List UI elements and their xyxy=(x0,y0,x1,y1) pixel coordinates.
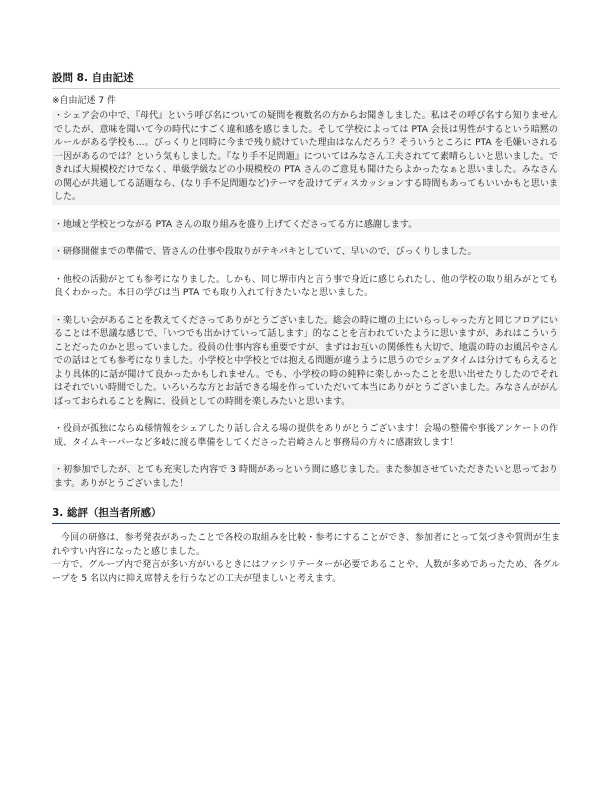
comment-count: ※自由記述 7 件 xyxy=(52,96,116,106)
spacer xyxy=(52,232,560,246)
summary-paragraph xyxy=(52,532,560,586)
question-heading: 設問 8. 自由記述 xyxy=(52,70,560,89)
comment-item: ・シェア会の中で、『母代』という呼び名についての疑問を複数名の方からお聞きしました。私はその呼び名すら知りませんでしたが、意味を聞いて今の時代にすごく違和感を感じました。そして学校によっては PTA 会長は男性がするという暗黙のルールがある学校も…。びっくりと同時に今まで残り続けていた理由はなんだろう？そういうところに PTA を毛嫌いされる一因があるのでは？という気もしました。『なり手不足問題』についてはみなさん工夫されてて素晴らしいと思いました。できれば大規模校だけでなく、単級学級などの小規模校の PTA さんのご意見も聞けたらよかったなぁと思いました。みなさんの関心が共通してる話題なら、(なり手不足問題など)テーマを設けてディスカッションする時間もあってもいいかもと思いました。 xyxy=(52,110,560,205)
spacer xyxy=(52,450,560,464)
spacer xyxy=(52,205,560,219)
document-page xyxy=(52,70,560,586)
comment-item: ・役員が孤独にならぬ様情報をシェアしたり話し合える場の提供をありがとうございます！会場の整備や事後アンケートの作成、タイムキーパーなど多岐に渡る準備をしてくださった岩崎さんと事務局の方々に感謝致します！ xyxy=(54,424,558,448)
summary-text: 今回の研修は、参考発表があったことで各校の取組みを比較・参考にすることができ、参加者にとって気づきや質問が生まれやすい内容になったと感じました。 xyxy=(52,533,560,557)
summary-heading: 3. 総評（担当者所感） xyxy=(52,505,560,524)
spacer xyxy=(52,301,560,315)
comment-item: ・研修開催までの準備で、皆さんの仕事や段取りがテキパキとしていて、早いので、びっくりしました。 xyxy=(52,246,560,260)
spacer xyxy=(52,260,560,274)
comment-item: ・地域と学校とつながる PTA さんの取り組みを盛り上げてくださってる方に感謝します。 xyxy=(52,219,560,233)
spacer xyxy=(52,409,560,423)
comment-item: ・初参加でしたが、とても充実した内容で 3 時間があっという間に感じました。また参加させていただきたいと思っております。ありがとうございました！ xyxy=(52,464,560,491)
summary-text: 一方で、グループ内で発言が多い方がいるときにはファシリテーターが必要であることや、人数が多めであったため、各グループを 5 名以内に抑え席替えを行うなどの工夫が望ましいと考えます。 xyxy=(52,560,560,584)
comment-item: ・他校の活動がとても参考になりました。しかも、同じ堺市内と言う事で身近に感じられたし、他の学校の取り組みがとても良くわかった。本日の学びは当 PTA でも取り入れて行きたいなと思いました。 xyxy=(54,274,559,298)
spacer xyxy=(52,491,560,505)
comment-item: ・楽しい会があることを教えてくださってありがとうございました。総会の時に壇の上にいらっしゃった方と同じフロアにいることは不思議な感じで、「いつでも出かけていって話します」的なことを言われていたように思いますが、あれはこういうことだったのかと思っていました。役員の仕事内容も重要ですが、まずはお互いの関係性も大切で、地震の時のお風呂やさんでの話はとても参考になりました。小学校と中学校とでは抱える問題が違うように思うのでシェアタイムは分けてもらえるとより具体的に話が聞けて良かったかもしれません。でも、小学校の時の純粋に楽しかったことを思い出せたりしたのでそれはそれでいい時間でした。いろいろな方とお話できる場を作っていただいて本当にありがとうございました。みなさんががんばっておられることを胸に、役員としての時間を楽しみたいと思います。 xyxy=(52,315,560,410)
